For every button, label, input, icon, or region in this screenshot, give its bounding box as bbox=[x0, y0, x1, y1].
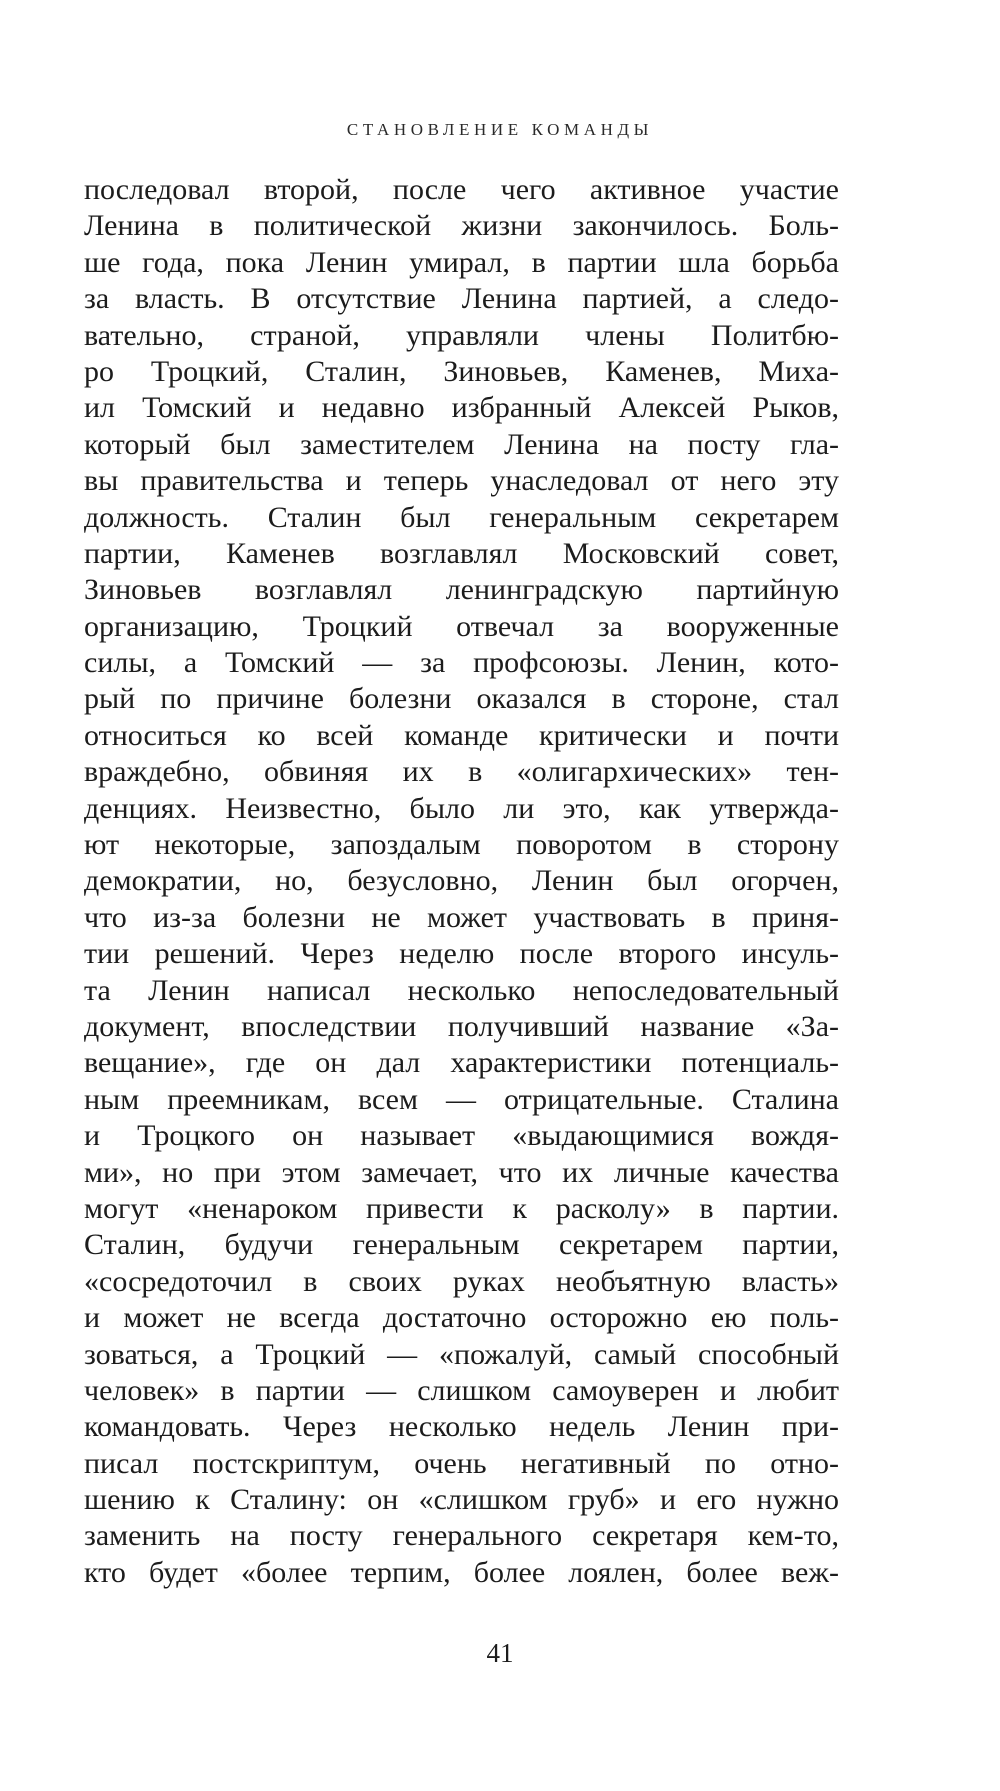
text-line: Ленина в политической жизни закончилось. Боль- bbox=[84, 209, 839, 243]
text-line: тии решений. Через неделю после второго инсуль- bbox=[84, 937, 839, 971]
text-line: вы правительства и теперь унаследовал от него эту bbox=[84, 464, 839, 498]
text-line: командовать. Через несколько недель Ленин при- bbox=[84, 1410, 839, 1444]
text-line: демократии, но, безусловно, Ленин был огорчен, bbox=[84, 864, 839, 898]
text-line: кто будет «более терпим, более лоялен, более веж- bbox=[84, 1555, 839, 1589]
text-line: ше года, пока Ленин умирал, в партии шла борьба bbox=[84, 245, 839, 279]
text-line: и может не всегда достаточно осторожно ею поль- bbox=[84, 1301, 839, 1335]
text-line: зоваться, а Троцкий — «пожалуй, самый способный bbox=[84, 1337, 839, 1371]
text-line: ным преемникам, всем — отрицательные. Сталина bbox=[84, 1082, 839, 1116]
text-line: могут «ненароком привести к расколу» в партии. bbox=[84, 1191, 839, 1225]
text-line: Зиновьев возглавлял ленинградскую партийную bbox=[84, 573, 839, 607]
text-line: должность. Сталин был генеральным секретарем bbox=[84, 500, 839, 534]
text-line: та Ленин написал несколько непоследовательный bbox=[84, 973, 839, 1007]
text-line: организацию, Троцкий отвечал за вооруженные bbox=[84, 609, 839, 643]
text-line: заменить на посту генерального секретаря кем-то, bbox=[84, 1519, 839, 1553]
text-line: «сосредоточил в своих руках необъятную власть» bbox=[84, 1264, 839, 1298]
text-line: Сталин, будучи генеральным секретарем партии, bbox=[84, 1228, 839, 1262]
text-line: вательно, страной, управляли члены Политбю- bbox=[84, 318, 839, 352]
page-number: 41 bbox=[486, 1638, 514, 1668]
text-line: документ, впоследствии получивший название «За- bbox=[84, 1009, 839, 1043]
text-line: который был заместителем Ленина на посту гла- bbox=[84, 427, 839, 461]
text-line: что из-за болезни не может участвовать в приня- bbox=[84, 900, 839, 934]
text-line: рый по причине болезни оказался в стороне, стал bbox=[84, 682, 839, 716]
text-line: ют некоторые, запоздалым поворотом в сторону bbox=[84, 828, 839, 862]
body-text bbox=[84, 172, 839, 1591]
text-line: ро Троцкий, Сталин, Зиновьев, Каменев, Миха- bbox=[84, 354, 839, 388]
text-line: относиться ко всей команде критически и почти bbox=[84, 718, 839, 752]
text-line: вещание», где он дал характеристики потенциаль- bbox=[84, 1046, 839, 1080]
text-line: денциях. Неизвестно, было ли это, как утвержда- bbox=[84, 791, 839, 825]
text-line: и Троцкого он называет «выдающимися вождя- bbox=[84, 1119, 839, 1153]
text-line: ил Томский и недавно избранный Алексей Рыков, bbox=[84, 391, 839, 425]
text-line: человек» в партии — слишком самоуверен и любит bbox=[84, 1373, 839, 1407]
text-line: за власть. В отсутствие Ленина партией, а следо- bbox=[84, 282, 839, 316]
text-line: враждебно, обвиняя их в «олигархических» тен- bbox=[84, 755, 839, 789]
text-line: писал постскриптум, очень негативный по отно- bbox=[84, 1446, 839, 1480]
text-line: силы, а Томский — за профсоюзы. Ленин, кото- bbox=[84, 646, 839, 680]
text-line: партии, Каменев возглавлял Московский совет, bbox=[84, 536, 839, 570]
text-line: ми», но при этом замечает, что их личные качества bbox=[84, 1155, 839, 1189]
text-line: шению к Сталину: он «слишком груб» и его нужно bbox=[84, 1483, 839, 1517]
running-head: СТАНОВЛЕНИЕ КОМАНДЫ bbox=[346, 120, 654, 139]
text-line: последовал второй, после чего активное участие bbox=[84, 173, 839, 206]
